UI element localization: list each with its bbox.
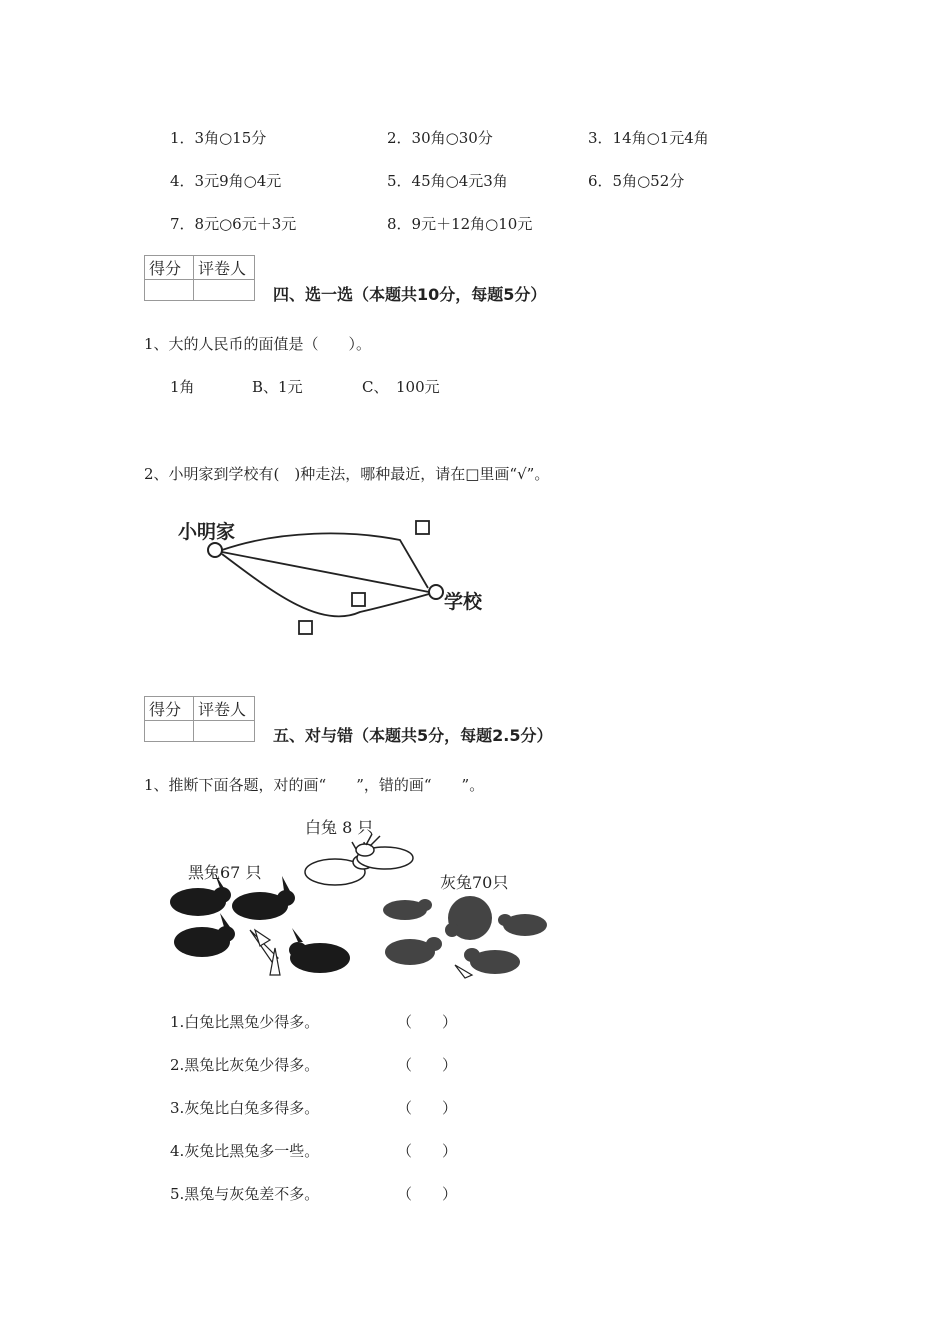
statement-3-paren[interactable]: （ ）	[397, 1099, 458, 1117]
compare-item-7: 7．8元○6元＋3元	[170, 215, 297, 233]
compare-item-2: 2．30角○30分	[387, 129, 493, 147]
carrots	[250, 930, 472, 978]
gray-rabbit-label: 灰兔70只	[440, 873, 509, 892]
score-box-2	[144, 696, 255, 742]
statement-3: 3.灰兔比白兔多得多。	[170, 1099, 320, 1117]
compare-item-4: 4．3元9角○4元	[170, 172, 282, 190]
option-b[interactable]: B、1元	[252, 378, 303, 396]
question-4-1: 1、大的人民币的面值是（ ）。	[144, 335, 372, 353]
score-box	[144, 255, 255, 301]
section-4-title: 四、选一选（本题共10分，每题5分）	[273, 285, 547, 304]
compare-item-3: 3．14角○1元4角	[588, 129, 709, 147]
school-label: 学校	[444, 591, 483, 613]
statement-4: 4.灰兔比黑兔多一些。	[170, 1142, 320, 1160]
statement-4-paren[interactable]: （ ）	[397, 1142, 458, 1160]
statement-2-paren[interactable]: （ ）	[397, 1056, 458, 1074]
statement-5: 5.黑兔与灰兔差不多。	[170, 1185, 320, 1203]
checkbox-upper[interactable]	[416, 521, 429, 534]
score-label: 得分	[145, 697, 194, 721]
route-straight	[222, 552, 429, 592]
school-point	[429, 585, 443, 599]
grader-label: 评卷人	[194, 256, 255, 280]
grader-label: 评卷人	[194, 697, 255, 721]
rabbit-picture	[160, 830, 560, 985]
black-rabbits	[170, 874, 350, 973]
black-rabbit-label: 黑兔67 只	[188, 863, 262, 882]
statement-2: 2.黑兔比灰兔少得多。	[170, 1056, 320, 1074]
score-cell[interactable]	[145, 280, 194, 301]
question-4-2: 2、小明家到学校有( )种走法，哪种最近，请在□里画“√”。	[144, 465, 550, 483]
statement-1-paren[interactable]: （ ）	[397, 1013, 458, 1031]
grader-cell[interactable]	[194, 721, 255, 742]
checkbox-lower[interactable]	[299, 621, 312, 634]
compare-item-5: 5．45角○4元3角	[387, 172, 508, 190]
home-label: 小明家	[178, 521, 236, 543]
statement-1: 1.白兔比黑兔少得多。	[170, 1013, 320, 1031]
white-rabbits	[305, 834, 413, 885]
question-5-1: 1、推断下面各题，对的画“ ”，错的画“ ”。	[144, 776, 485, 794]
option-c[interactable]: C、 100元	[362, 378, 440, 396]
section-5-title: 五、对与错（本题共5分，每题2.5分）	[273, 726, 553, 745]
grader-cell[interactable]	[194, 280, 255, 301]
score-cell[interactable]	[145, 721, 194, 742]
compare-item-6: 6．5角○52分	[588, 172, 685, 190]
home-point	[208, 543, 222, 557]
compare-item-8: 8．9元＋12角○10元	[387, 215, 533, 233]
route-upper	[222, 533, 428, 588]
gray-rabbits	[383, 896, 547, 974]
compare-item-1: 1．3角○15分	[170, 129, 267, 147]
score-label: 得分	[145, 256, 194, 280]
statement-5-paren[interactable]: （ ）	[397, 1185, 458, 1203]
checkbox-middle[interactable]	[352, 593, 365, 606]
option-a[interactable]: 1角	[170, 378, 195, 396]
white-rabbit-label: 白兔 8 只	[305, 818, 374, 837]
